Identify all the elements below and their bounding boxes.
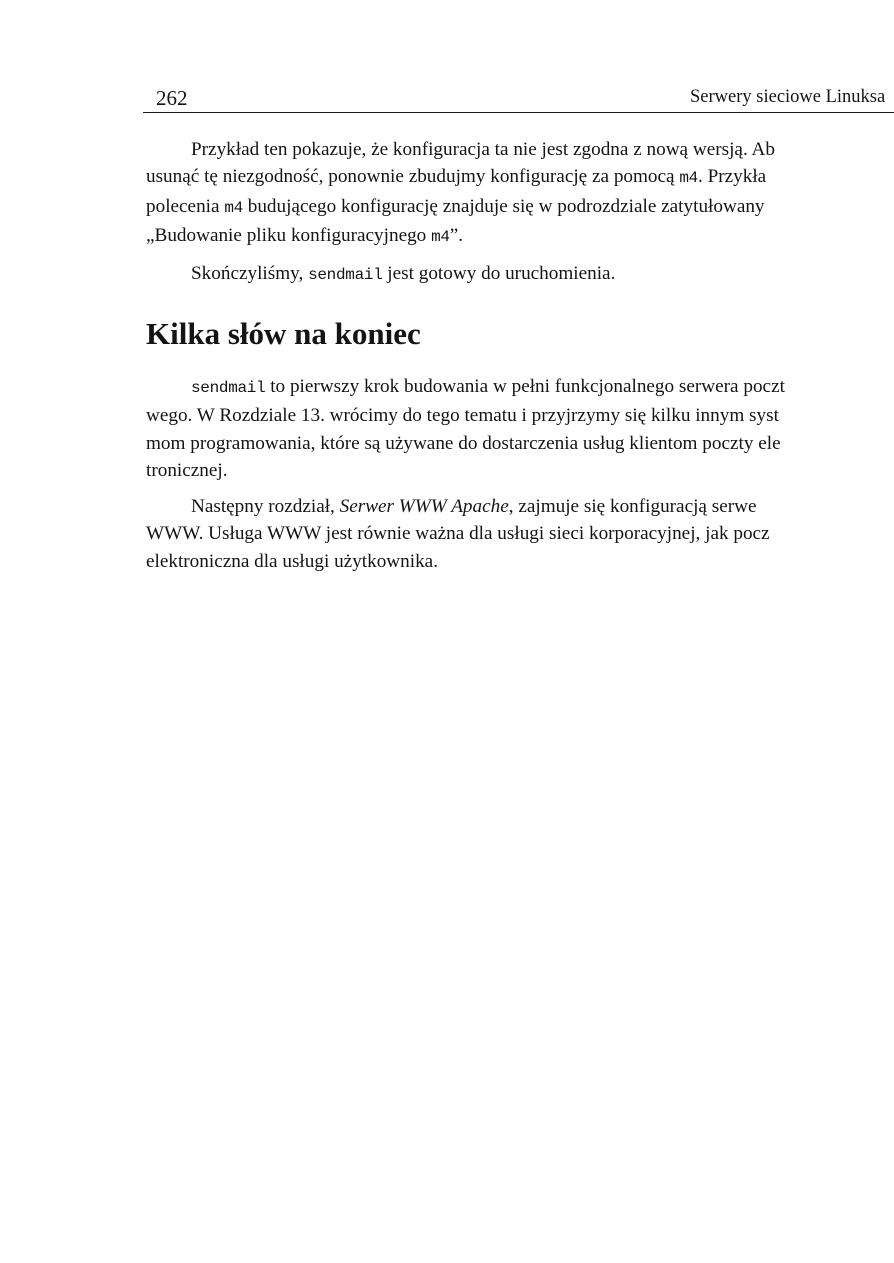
paragraph-4	[146, 493, 894, 575]
text-run: Skończyliśmy,	[191, 263, 309, 285]
inline-code: m4	[679, 169, 698, 188]
paragraph-3-line-3: mom programowania, które są używane do dostarczenia usług klientom poczty ele	[146, 432, 781, 454]
paragraph-1-line-3	[146, 193, 894, 222]
text-run: Następny rozdział,	[191, 496, 340, 518]
paragraph-4-line-2: WWW. Usługa WWW jest równie ważna dla usługi sieci korporacyjnej, jak pocz	[146, 523, 770, 545]
inline-code: sendmail	[191, 379, 266, 397]
text-run: polecenia	[146, 195, 225, 217]
section-heading: Kilka słów na koniec	[146, 316, 421, 351]
section-body-1	[146, 136, 894, 289]
paragraph-1-line-4	[146, 222, 894, 251]
inline-code: m4	[431, 227, 450, 246]
text-run: , zajmuje się konfiguracją serwe	[508, 496, 757, 518]
paragraph-3-line-2: wego. W Rozdziale 13. wrócimy do tego tematu i przyjrzymy się kilku innym syst	[146, 405, 779, 427]
paragraph-gap	[146, 484, 894, 493]
inline-code: sendmail	[308, 266, 383, 285]
paragraph-1-line-1: Przykład ten pokazuje, że konfiguracja ta nie jest zgodna z nową wersją. Ab	[191, 139, 775, 160]
paragraph-3-line-4: tronicznej.	[146, 459, 228, 481]
page-number: 262	[156, 86, 188, 110]
page-header	[143, 86, 894, 113]
paragraph-1-line-2	[146, 163, 894, 192]
text-run: ”.	[449, 224, 464, 246]
book-chapter-title: Serwer WWW Apache	[339, 496, 509, 518]
paragraph-2-line-1	[146, 260, 894, 289]
paragraph-gap	[146, 251, 894, 260]
running-title: Serwery sieciowe Linuksa	[690, 87, 886, 107]
inline-code: m4	[224, 198, 243, 217]
section-body-2	[146, 373, 894, 575]
text-run: budującego konfigurację znajduje się w podrozdziale zatytułowany	[242, 195, 765, 217]
text-run: . Przykła	[697, 166, 767, 188]
text-run: usunąć tę niezgodność, ponownie zbudujmy konfigurację za pomocą	[146, 166, 680, 188]
paragraph-4-line-3: elektroniczna dla usługi użytkownika.	[146, 550, 438, 572]
paragraph-3	[146, 373, 894, 484]
text-run: to pierwszy krok budowania w pełni funkcjonalnego serwera poczt	[265, 376, 785, 397]
paragraph-3-line-1	[146, 373, 894, 402]
text-run: „Budowanie pliku konfiguracyjnego	[146, 224, 432, 246]
text-run: jest gotowy do uruchomienia.	[382, 263, 616, 285]
paragraph-1	[146, 136, 894, 251]
paragraph-2	[146, 260, 894, 289]
paragraph-4-line-1	[146, 493, 894, 520]
